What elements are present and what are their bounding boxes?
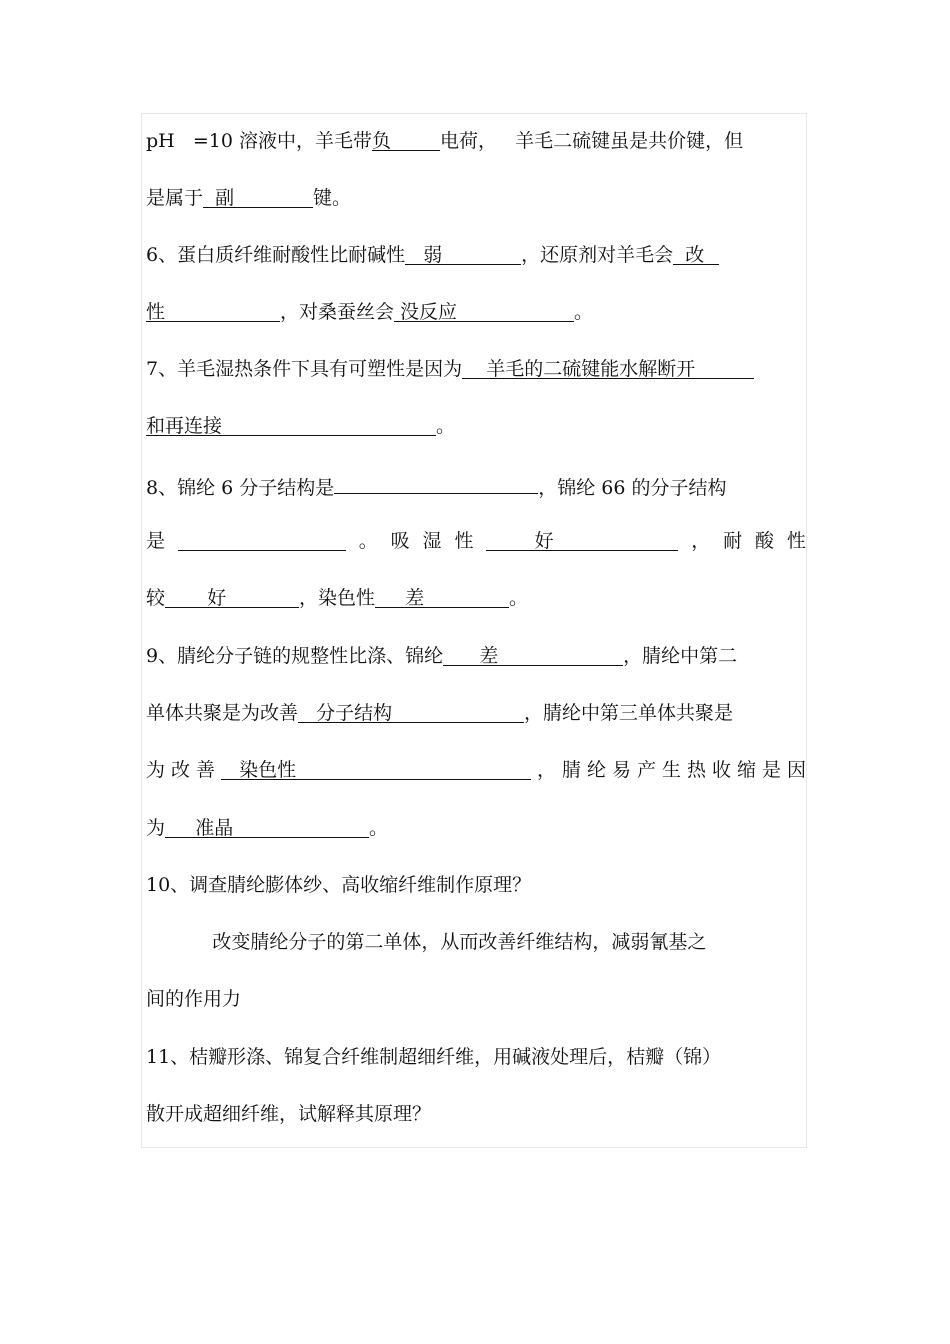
text-run: 9、腈纶分子链的规整性比涤、锦纶 (146, 645, 444, 667)
answer-blank (334, 469, 538, 494)
text-run: ，还原剂对羊毛会 (521, 244, 674, 266)
answer-blank: 没反应 (394, 297, 574, 322)
answer-blank (178, 526, 346, 551)
text-run: ， (536, 759, 556, 781)
text-line-14 (146, 870, 806, 900)
text-run: 湿 (422, 530, 442, 552)
text-run: 耐 (723, 530, 743, 552)
text-run: 性 (786, 530, 806, 552)
text-run: 产 (636, 759, 656, 781)
text-line-5 (146, 354, 806, 384)
text-line-15 (146, 927, 806, 957)
text-run: 易 (611, 759, 631, 781)
text-run: 。 (436, 415, 456, 437)
text-run: 是 (761, 759, 781, 781)
answer-blank: 差 (375, 583, 509, 608)
text-run: 因 (786, 759, 806, 781)
text-run: ，锦纶 66 的分子结构 (538, 477, 727, 499)
text-run: 11、桔瓣形涤、锦复合纤维制超细纤维，用碱液处理后，桔瓣（锦） (146, 1046, 722, 1068)
text-line-11 (146, 698, 806, 728)
answer-blank: 好 (165, 583, 299, 608)
text-run: 较 (146, 587, 166, 609)
answer-blank: 染色性 (221, 755, 531, 780)
text-run: 酸 (754, 530, 774, 552)
text-run: 间的作用力 (146, 988, 242, 1010)
answer-blank: 负 (372, 126, 440, 151)
text-run: 性 (454, 530, 474, 552)
text-line-4 (146, 297, 806, 327)
answer-blank: 分子结构 (298, 698, 524, 723)
text-run: ，染色性 (299, 587, 376, 609)
text-run: 生 (661, 759, 681, 781)
text-run: 7、羊毛湿热条件下具有可塑性是因为 (146, 358, 463, 380)
text-run: 为 (146, 817, 166, 839)
answer-blank: 副 (203, 183, 313, 208)
text-run: pH =10 溶液中，羊毛带 (146, 130, 372, 152)
text-run: 。 (574, 301, 594, 323)
text-run: ， (691, 530, 711, 552)
answer-blank: 好 (486, 526, 678, 551)
answer-blank: 和再连接 (146, 411, 436, 436)
answer-blank: 准晶 (165, 813, 369, 838)
text-run: ，对桑蚕丝会 (280, 301, 395, 323)
text-run: 改 (171, 759, 191, 781)
text-run: 8、锦纶 6 分子结构是 (146, 477, 335, 499)
text-line-10 (146, 641, 806, 671)
text-line-2 (146, 183, 806, 213)
text-run: 电荷， 羊毛二硫键虽是共价键，但 (440, 130, 744, 152)
text-run: 改变腈纶分子的第二单体，从而改善纤维结构，减弱氰基之 (146, 931, 707, 953)
text-line-1 (146, 126, 806, 156)
text-line-7 (146, 469, 806, 499)
text-run: 热 (686, 759, 706, 781)
text-run: 单体共聚是为改善 (146, 702, 299, 724)
text-run: 。 (358, 530, 378, 552)
answer-blank: 弱 (405, 240, 521, 265)
text-line-8 (146, 526, 806, 556)
text-run: 善 (196, 759, 216, 781)
text-run: 是属于 (146, 187, 204, 209)
text-line-13 (146, 813, 806, 843)
text-line-18 (146, 1099, 806, 1129)
text-run: 纶 (586, 759, 606, 781)
answer-blank: 羊毛的二硫键能水解断开 (462, 354, 754, 379)
text-run: 缩 (736, 759, 756, 781)
text-line-3 (146, 240, 806, 270)
text-line-17 (146, 1042, 806, 1072)
text-line-16 (146, 984, 806, 1014)
text-run: 6、蛋白质纤维耐酸性比耐碱性 (146, 244, 406, 266)
answer-blank: 差 (443, 641, 623, 666)
text-run: 散开成超细纤维，试解释其原理？ (146, 1103, 432, 1125)
text-run: 。 (369, 817, 389, 839)
text-run: 是 (146, 530, 166, 552)
text-line-12 (146, 755, 806, 785)
text-run: ，腈纶中第二 (623, 645, 738, 667)
text-line-6 (146, 411, 806, 441)
text-run: ，腈纶中第三单体共聚是 (524, 702, 734, 724)
text-run: 吸 (390, 530, 410, 552)
text-run: 10、调查腈纶膨体纱、高收缩纤维制作原理？ (146, 874, 532, 896)
text-run: 。 (509, 587, 529, 609)
answer-blank: 性 (146, 297, 280, 322)
text-run: 为 (146, 759, 166, 781)
text-run: 键。 (313, 187, 352, 209)
text-run: 腈 (561, 759, 581, 781)
text-line-9 (146, 583, 806, 613)
document-page (141, 113, 807, 1148)
answer-blank: 改 (673, 240, 719, 265)
text-run: 收 (711, 759, 731, 781)
